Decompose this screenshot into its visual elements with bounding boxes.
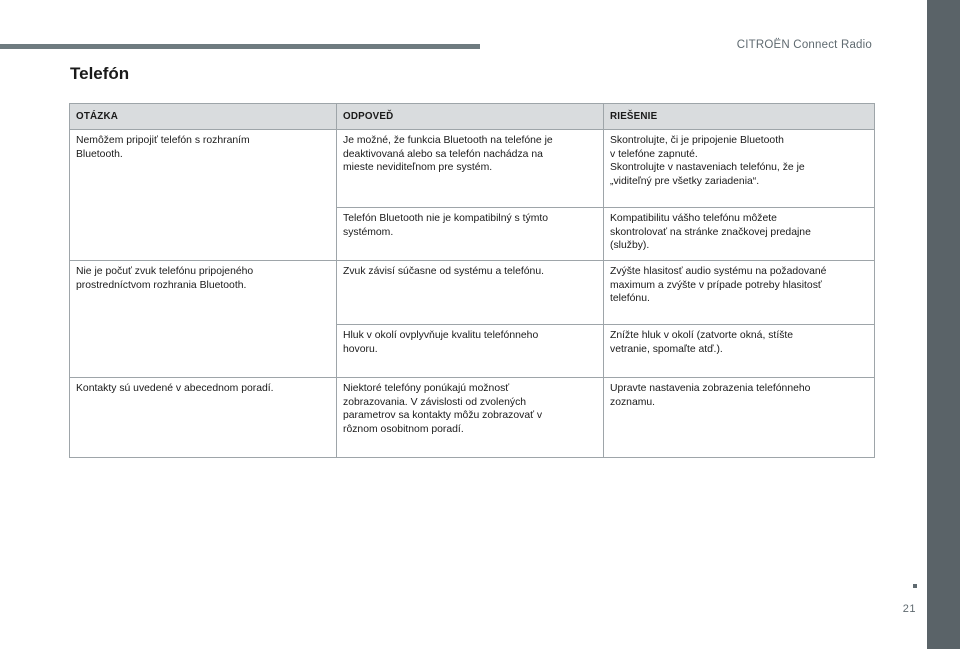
answer-cell: Zvuk závisí súčasne od systému a telefónu. xyxy=(337,261,604,325)
solution-cell: Upravte nastavenia zobrazenia telefónneho zoznamu. xyxy=(604,378,875,458)
header-brand: CITROËN Connect Radio xyxy=(736,39,872,51)
answer-cell: Niektoré telefóny ponúkajú možnosť zobrazovania. V závislosti od zvolených parametrov sa kontakty môžu zobrazovať v rôznom osobitnom poradí. xyxy=(337,378,604,458)
header-rule xyxy=(0,44,480,49)
table-header-row xyxy=(70,104,875,130)
answer-cell: Hluk v okolí ovplyvňuje kvalitu telefónneho hovoru. xyxy=(337,325,604,378)
solution-cell: Kompatibilitu vášho telefónu môžete skontrolovať na stránke značkovej predajne (služby). xyxy=(604,208,875,261)
answer-cell: Je možné, že funkcia Bluetooth na telefóne je deaktivovaná alebo sa telefón nachádza na mieste neviditeľnom pre systém. xyxy=(337,130,604,208)
side-bar xyxy=(927,0,960,649)
column-header-question: OTÁZKA xyxy=(70,104,337,130)
question-cell: Nie je počuť zvuk telefónu pripojeného prostredníctvom rozhrania Bluetooth. xyxy=(70,261,337,378)
column-header-answer: ODPOVEĎ xyxy=(337,104,604,130)
troubleshooting-table xyxy=(69,103,875,458)
page-number: 21 xyxy=(902,603,916,615)
page-marker xyxy=(913,584,917,588)
table-row xyxy=(70,130,875,208)
answer-cell: Telefón Bluetooth nie je kompatibilný s týmto systémom. xyxy=(337,208,604,261)
question-cell: Nemôžem pripojiť telefón s rozhraním Bluetooth. xyxy=(70,130,337,261)
solution-cell: Skontrolujte, či je pripojenie Bluetooth v telefóne zapnuté. Skontrolujte v nastaveniach telefónu, že je „viditeľný pre všetky zariadenia“. xyxy=(604,130,875,208)
page-title: Telefón xyxy=(70,64,130,83)
solution-cell: Zvýšte hlasitosť audio systému na požadované maximum a zvýšte v prípade potreby hlasitosť telefónu. xyxy=(604,261,875,325)
column-header-solution: RIEŠENIE xyxy=(604,104,875,130)
table-row xyxy=(70,261,875,325)
solution-cell: Znížte hluk v okolí (zatvorte okná, stíšte vetranie, spomaľte atď.). xyxy=(604,325,875,378)
table-row xyxy=(70,378,875,458)
question-cell: Kontakty sú uvedené v abecednom poradí. xyxy=(70,378,337,458)
